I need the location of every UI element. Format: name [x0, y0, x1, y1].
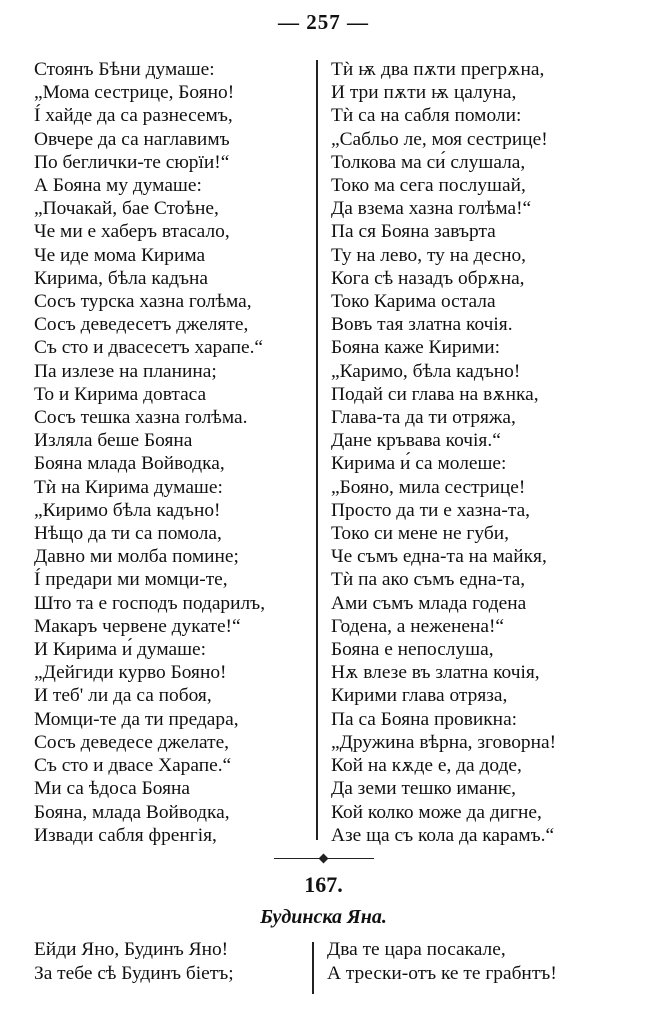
- verse-line: Годена, а неженена!“: [331, 615, 505, 637]
- poem-right-column: [331, 58, 556, 847]
- verse-line: Ту на лево, ту на десно,: [331, 244, 527, 266]
- verse-line: Азе ща съ кола да карамъ.“: [331, 824, 555, 846]
- verse-line: „Сабльо ле, моя сестрице!: [331, 128, 548, 150]
- verse-line: Вовъ тая златна кочія.: [331, 314, 513, 336]
- song-right-column: [327, 938, 557, 986]
- verse-line: Изляла беше Бояна: [34, 430, 193, 452]
- verse-line: Нѫ влезе въ златна кочія,: [331, 662, 540, 684]
- verse-line: Сосъ деведесе джелате,: [34, 731, 230, 753]
- verse-line: Два те цара посакале,: [327, 939, 506, 960]
- verse-line: Толкова ма си́ слушала,: [331, 151, 526, 173]
- verse-line: Тѝ на Кирима думаше:: [34, 476, 223, 498]
- song-number: 167.: [304, 872, 343, 897]
- verse-line: Давно ми молба помине;: [34, 546, 239, 568]
- verse-line: Токо Карима остала: [331, 291, 496, 313]
- verse-line: Момци-те да ти предара,: [34, 708, 239, 730]
- column-divider: [316, 60, 318, 840]
- verse-line: За тебе сѣ Будинъ біетъ;: [34, 963, 234, 984]
- verse-line: Па излезе на планина;: [34, 360, 217, 382]
- verse-line: А трески-отъ ке те грабнтъ!: [327, 963, 557, 984]
- verse-line: Тѝ па ако съмъ една-та,: [331, 569, 526, 591]
- verse-line: Макаръ червене дукате!“: [34, 615, 241, 637]
- verse-line: Ами съмъ млада годена: [331, 592, 527, 614]
- song-column-divider: [312, 942, 314, 994]
- verse-line: Бояна млада Войводка,: [34, 453, 225, 475]
- ornament-diamond: [319, 854, 329, 864]
- verse-line: Тѝ са на сабля помоли:: [331, 105, 522, 127]
- poem-left-column: [34, 58, 265, 847]
- verse-line: Кирима, бѣла кадъна: [34, 267, 208, 289]
- section-ornament: [274, 855, 374, 863]
- verse-line: Подай си глава на вѫнка,: [331, 383, 539, 405]
- verse-line: И Кирима и́ думаше:: [34, 639, 207, 661]
- verse-line: Ӏ́ предари ми момци-те,: [34, 569, 228, 591]
- verse-line: Токо ма сега послушай,: [331, 175, 526, 197]
- verse-line: „Дружина вѣрна, зговорна!: [331, 731, 557, 753]
- verse-line: „Мома сестрице, Бояно!: [34, 82, 235, 104]
- verse-line: Стоянъ Бѣни думаше:: [34, 59, 215, 80]
- verse-line: Нѣщо да ти са помола,: [34, 523, 222, 545]
- verse-line: „Бояно, мила сестрице!: [331, 476, 526, 498]
- verse-line: И три пѫти ѭ цалуна,: [331, 82, 517, 104]
- verse-line: Дане кръвава кочія.“: [331, 430, 501, 452]
- verse-line: „Киримо бѣла кадъно!: [34, 499, 221, 521]
- verse-line: Бояна каже Кирими:: [331, 337, 500, 359]
- verse-line: Сосъ тешка хазна голѣма.: [34, 407, 248, 429]
- verse-line: Овчере да са наглавимъ: [34, 128, 230, 150]
- verse-line: Кога сѣ назадъ обрѫна,: [331, 267, 525, 289]
- verse-line: Па ся Бояна завърта: [331, 221, 496, 243]
- verse-line: Бояна е непослуша,: [331, 639, 494, 661]
- verse-line: Ейди Яно, Будинъ Яно!: [34, 939, 229, 960]
- verse-line: Тѝ ѭ два пѫти прегрѫна,: [331, 59, 545, 80]
- verse-line: Сосъ турска хазна голѣма,: [34, 291, 252, 313]
- verse-line: „Почакай, бае Стоѣне,: [34, 198, 219, 220]
- verse-line: Кирима и́ са молеше:: [331, 453, 507, 475]
- verse-line: Кой на кѫде е, да доде,: [331, 755, 522, 777]
- song-title: Будинска Яна.: [260, 906, 387, 928]
- verse-line: Че съмъ една-та на майкя,: [331, 546, 547, 568]
- verse-line: Че иде мома Кирима: [34, 244, 206, 266]
- verse-line: По беглички-те сюрїи!“: [34, 151, 230, 173]
- verse-line: „Дейгиди курво Бояно!: [34, 662, 227, 684]
- verse-line: Да взема хазна голѣма!“: [331, 198, 532, 220]
- verse-line: Па са Бояна провикна:: [331, 708, 518, 730]
- verse-line: Кой колко може да дигне,: [331, 801, 542, 823]
- verse-line: Че ми е хаберъ втасало,: [34, 221, 230, 243]
- song-left-column: [34, 938, 234, 986]
- verse-line: Ми са ѣдоса Бояна: [34, 778, 190, 800]
- verse-line: Сосъ деведесетъ джеляте,: [34, 314, 249, 336]
- verse-line: Ӏ́ хайде да са разнесемъ,: [34, 105, 233, 127]
- verse-line: Съ сто и двасесетъ харапе.“: [34, 337, 264, 359]
- verse-line: Да земи тешко иманѥ,: [331, 778, 516, 800]
- verse-line: Извади сабля френгія,: [34, 824, 217, 846]
- verse-line: „Каримо, бѣла кадъно!: [331, 360, 521, 382]
- verse-line: Просто да ти е хазна-та,: [331, 499, 531, 521]
- verse-line: Кирими глава отряза,: [331, 685, 508, 707]
- verse-line: Што та е господъ подарилъ,: [34, 592, 266, 614]
- verse-line: Съ сто и двасе Харапе.“: [34, 755, 232, 777]
- verse-line: А Бояна му думаше:: [34, 175, 202, 197]
- page-number: — 257 —: [278, 10, 369, 34]
- verse-line: И теб' ли да са побоя,: [34, 685, 212, 707]
- verse-line: Бояна, млада Войводка,: [34, 801, 230, 823]
- verse-line: Токо си мене не губи,: [331, 523, 509, 545]
- verse-line: То и Кирима довтаса: [34, 383, 207, 405]
- verse-line: Глава-та да ти отряжа,: [331, 407, 516, 429]
